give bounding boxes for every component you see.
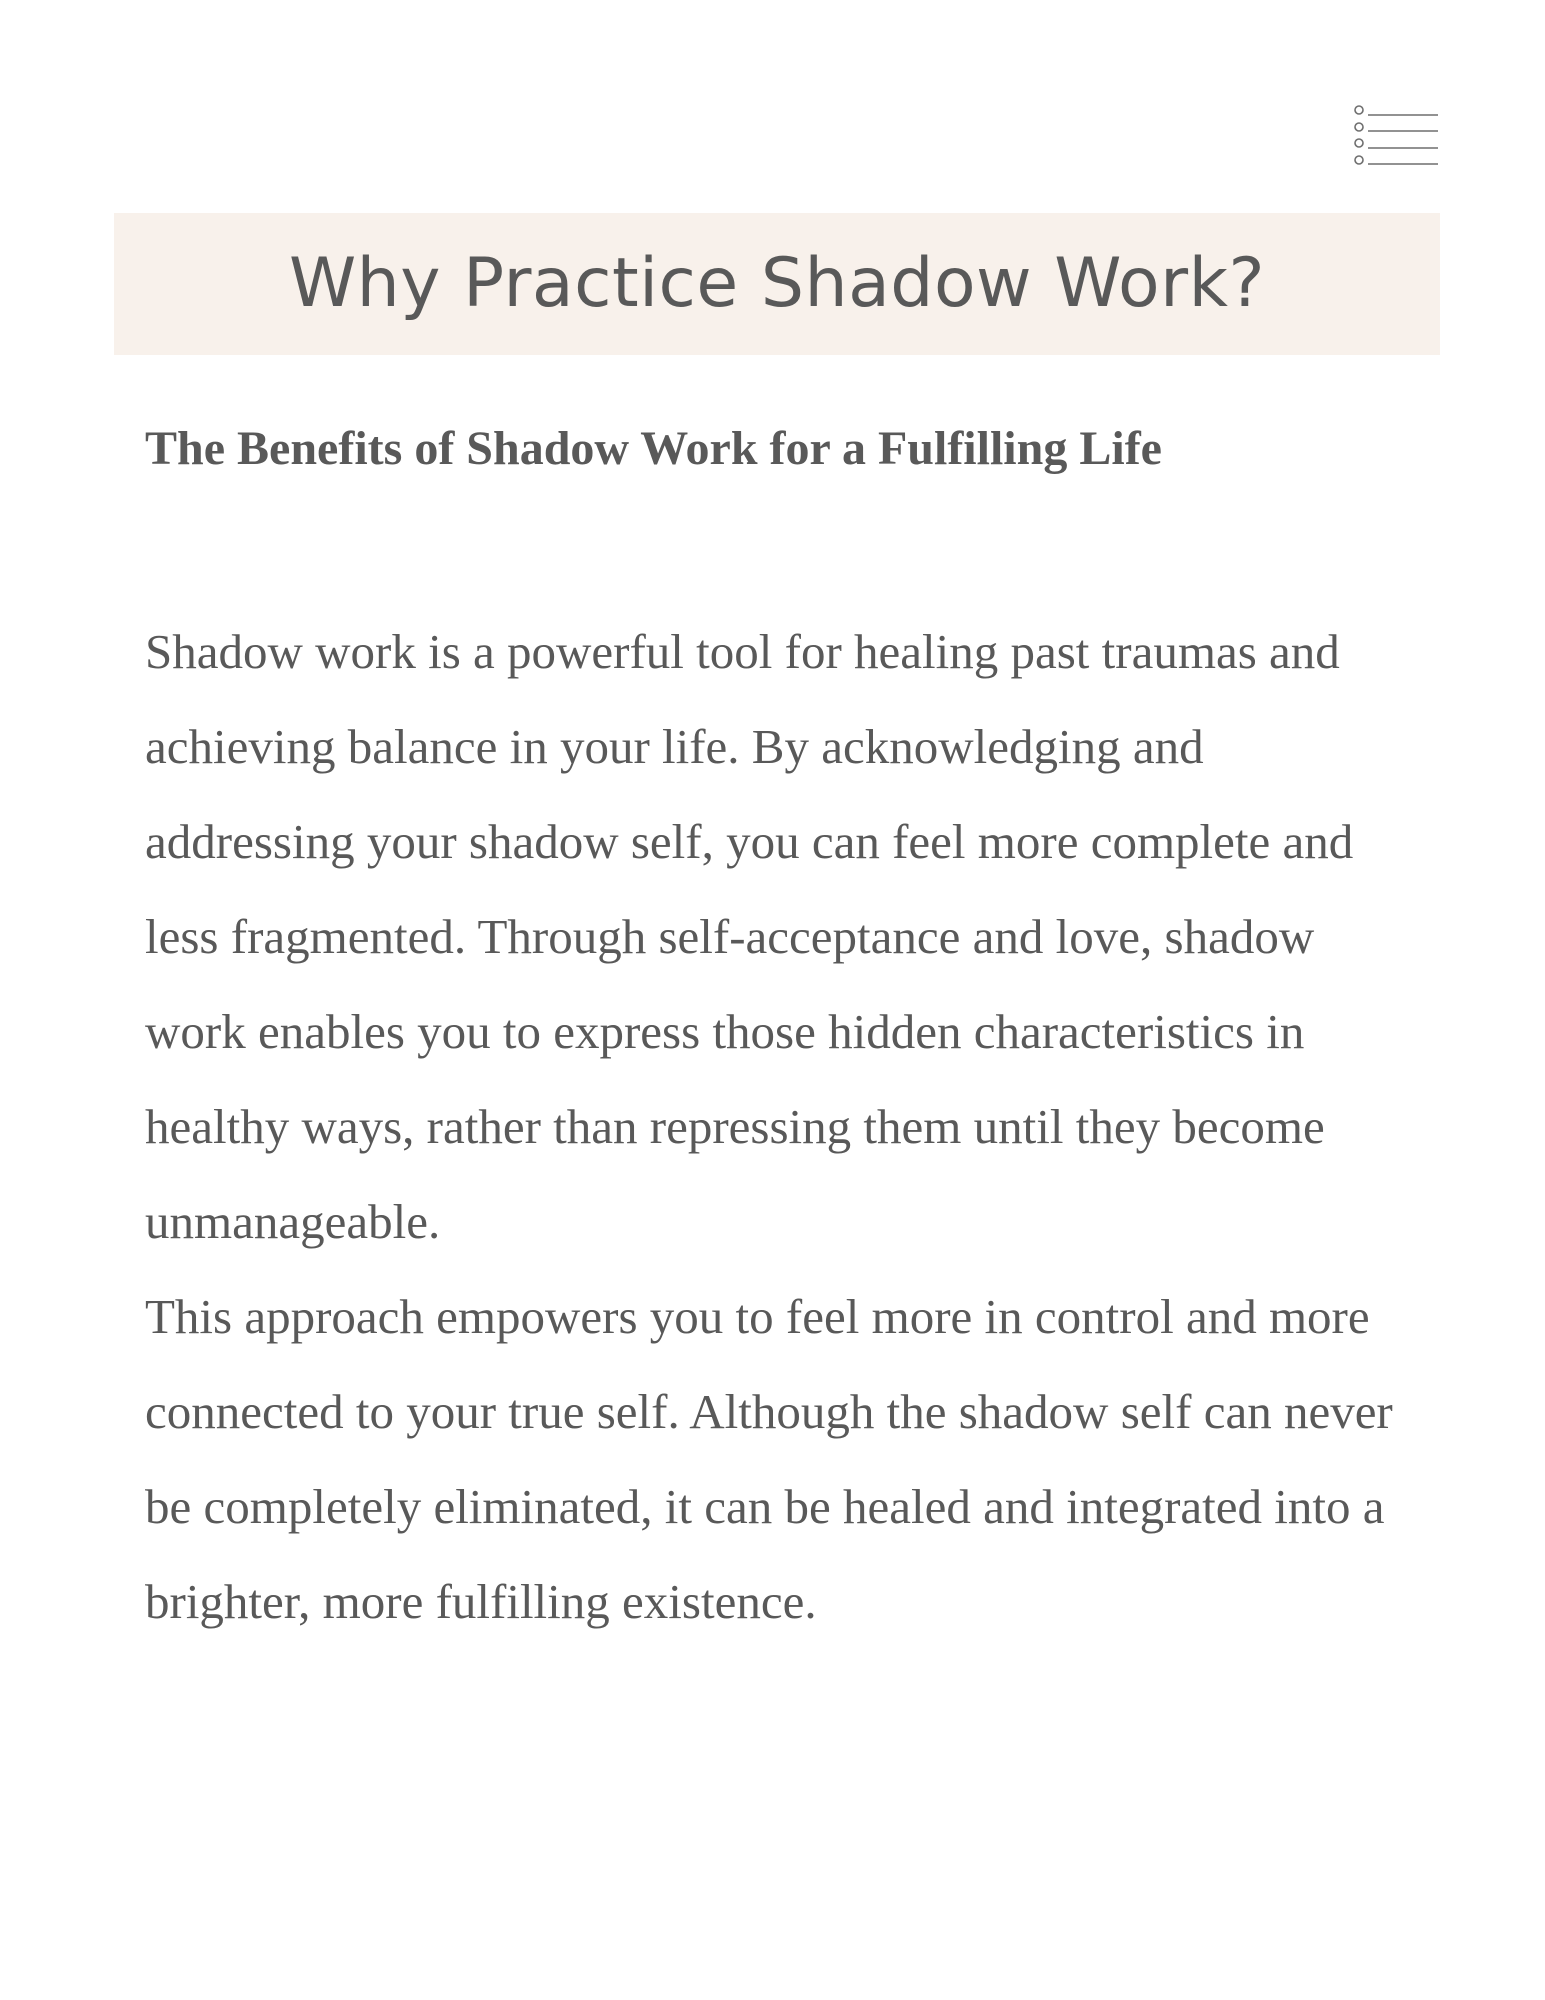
title-banner: [114, 213, 1440, 355]
page-title: Why Practice Shadow Work?: [288, 244, 1266, 323]
body-text: [145, 604, 1405, 1649]
paragraph-1: Shadow work is a powerful tool for healing past traumas and achieving balance in your life. By acknowledging and addressing your shadow self, you can feel more complete and less fragmented. Through self-acceptance and love, shadow work enables you to express those hidden characteristics in healthy ways, rather than repressing them until they become unmanageable.: [145, 624, 1354, 1249]
paragraph-2: This approach empowers you to feel more in control and more connected to your true self. Although the shadow self can never be completely eliminated, it can be healed and integrated into a brighter, more fulfilling existence.: [145, 1289, 1393, 1629]
list-toc-icon[interactable]: [1354, 104, 1438, 168]
section-subtitle: The Benefits of Shadow Work for a Fulfilling Life: [145, 422, 1162, 475]
